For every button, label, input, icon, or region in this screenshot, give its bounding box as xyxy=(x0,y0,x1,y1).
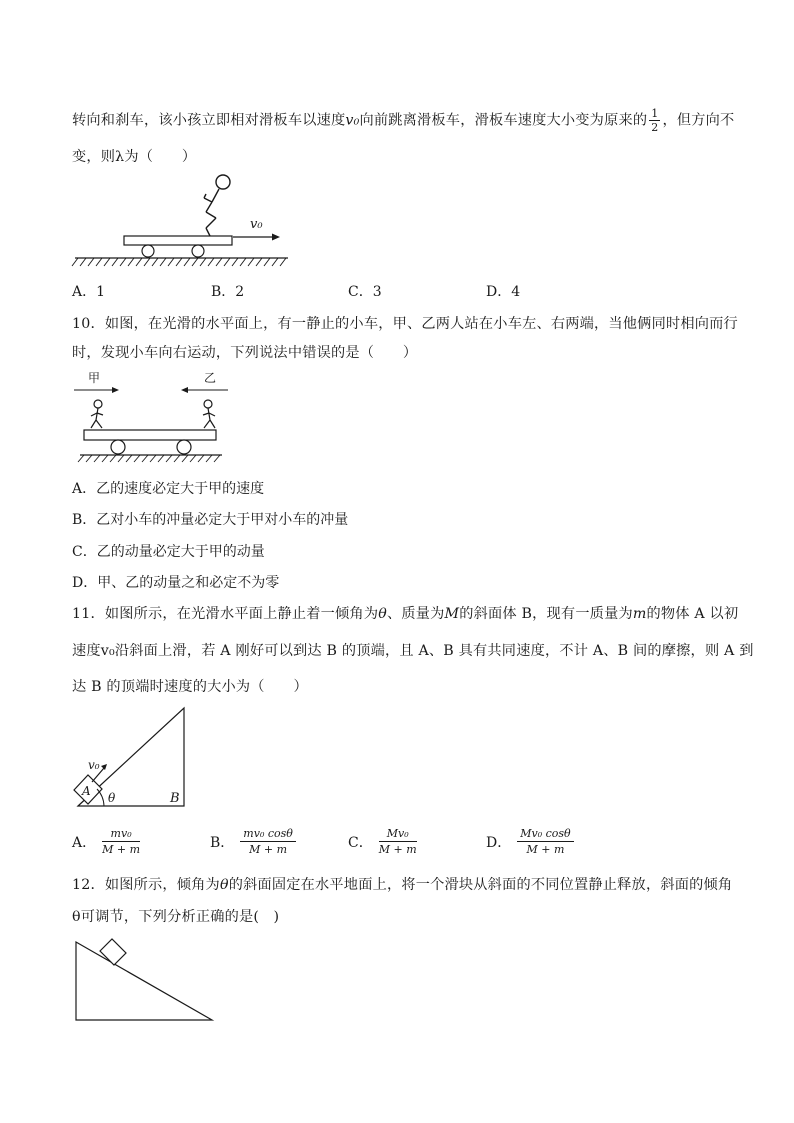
q11-option-b-label: B． xyxy=(210,835,235,852)
person-yi xyxy=(203,400,215,428)
q11-option-a-num: mv₀ xyxy=(102,828,140,842)
q11-M: M xyxy=(444,606,460,622)
q11-option-a[interactable] xyxy=(72,828,140,856)
q10-option-b[interactable]: B．乙对小车的冲量必定大于甲对小车的冲量 xyxy=(72,512,349,528)
incline xyxy=(76,942,212,1020)
q11-figure-theta: θ xyxy=(108,791,116,805)
q11-line-2: 速度v₀沿斜面上滑，若 A 刚好可以到达 B 的顶端，且 A、B 具有共同速度，不计 A、B 间的摩擦，则 A 到 xyxy=(72,643,754,659)
q9-text-c: ，但方向不 xyxy=(662,112,735,129)
q9-line-1 xyxy=(72,108,734,133)
q9-option-d[interactable]: D．4 xyxy=(486,284,521,300)
child-figure xyxy=(204,175,230,236)
q11-option-b-fraction xyxy=(240,828,296,856)
skateboard xyxy=(124,236,232,245)
q12-theta: θ xyxy=(219,877,229,893)
q9-fraction xyxy=(649,108,660,133)
q10-option-d[interactable]: D．甲、乙的动量之和必定不为零 xyxy=(72,575,280,591)
q9-option-c[interactable]: C．3 xyxy=(348,284,382,300)
q12-figure xyxy=(70,936,220,1026)
q9-frac-num: 1 xyxy=(651,107,659,120)
q11-option-c-fraction xyxy=(379,828,417,856)
q11-option-b-num: mv₀ cosθ xyxy=(240,828,296,842)
q11-option-d-fraction xyxy=(517,828,573,856)
q11-figure-b: B xyxy=(170,791,180,806)
q12-text-b: 的斜面固定在水平地面上，将一个滑块从斜面的不同位置静止释放，斜面的倾角 xyxy=(228,877,733,893)
q9-line-2: 变，则λ为（ ） xyxy=(72,149,197,165)
q9-v0: v₀ xyxy=(345,112,360,129)
q11-option-c-label: C． xyxy=(348,835,373,852)
q11-text-d: 的物体 A 以初 xyxy=(646,606,739,622)
q9-frac-den: 2 xyxy=(651,121,659,134)
q12-line-1 xyxy=(72,874,732,894)
q11-figure-v0: v₀ xyxy=(88,758,100,772)
q11-option-c[interactable] xyxy=(348,828,417,856)
q11-line-1 xyxy=(72,603,738,623)
cart xyxy=(84,430,216,440)
q11-option-a-den: M + m xyxy=(102,843,141,857)
q10-option-a[interactable]: A．乙的速度必定大于甲的速度 xyxy=(72,481,265,497)
q9-figure-v0-label: v₀ xyxy=(250,217,263,232)
q10-label-yi: 乙 xyxy=(204,371,217,385)
q9-text-a: 转向和刹车，该小孩立即相对滑板车以速度 xyxy=(72,112,346,129)
q11-text-a: 11．如图所示，在光滑水平面上静止着一倾角为 xyxy=(72,606,379,622)
q9-option-a[interactable]: A．1 xyxy=(72,284,106,300)
q11-option-d-label: D． xyxy=(486,835,512,852)
q12-line-2: θ可调节，下列分析正确的是( ) xyxy=(72,909,280,925)
q11-option-c-den: M + m xyxy=(378,843,417,857)
q11-option-a-label: A． xyxy=(72,835,97,852)
q10-line-1: 10．如图，在光滑的水平面上，有一静止的小车，甲、乙两人站在小车左、右两端，当他俩同时相向而行 xyxy=(72,316,738,332)
q11-option-b[interactable] xyxy=(210,828,296,856)
person-jia xyxy=(91,400,103,428)
q9-figure xyxy=(70,170,300,270)
q11-option-d-num: Mv₀ cosθ xyxy=(517,828,573,842)
q11-figure-a: A xyxy=(82,784,91,798)
q10-figure xyxy=(70,368,230,468)
q10-line-2: 时，发现小车向右运动，下列说法中错误的是（ ） xyxy=(72,345,418,361)
q11-theta: θ xyxy=(378,606,387,622)
q11-line-3: 达 B 的顶端时速度的大小为（ ） xyxy=(72,679,308,695)
q11-text-c: 的斜面体 B，现有一质量为 xyxy=(459,606,633,622)
q11-option-d[interactable] xyxy=(486,828,574,856)
q10-label-jia: 甲 xyxy=(88,371,101,385)
q12-text-a: 12．如图所示，倾角为 xyxy=(72,877,220,893)
q9-option-b[interactable]: B．2 xyxy=(211,284,245,300)
q11-option-d-den: M + m xyxy=(526,843,565,857)
q9-text-b: 向前跳离滑板车，滑板车速度大小变为原来的 xyxy=(359,112,648,129)
q10-option-c[interactable]: C．乙的动量必定大于甲的动量 xyxy=(72,544,265,560)
q11-m: m xyxy=(632,606,647,622)
q11-option-b-den: M + m xyxy=(249,843,288,857)
q11-text-b: 、质量为 xyxy=(386,606,445,622)
q11-option-c-num: Mv₀ xyxy=(379,828,417,842)
q11-option-a-fraction xyxy=(102,828,140,856)
q11-figure xyxy=(70,706,192,810)
